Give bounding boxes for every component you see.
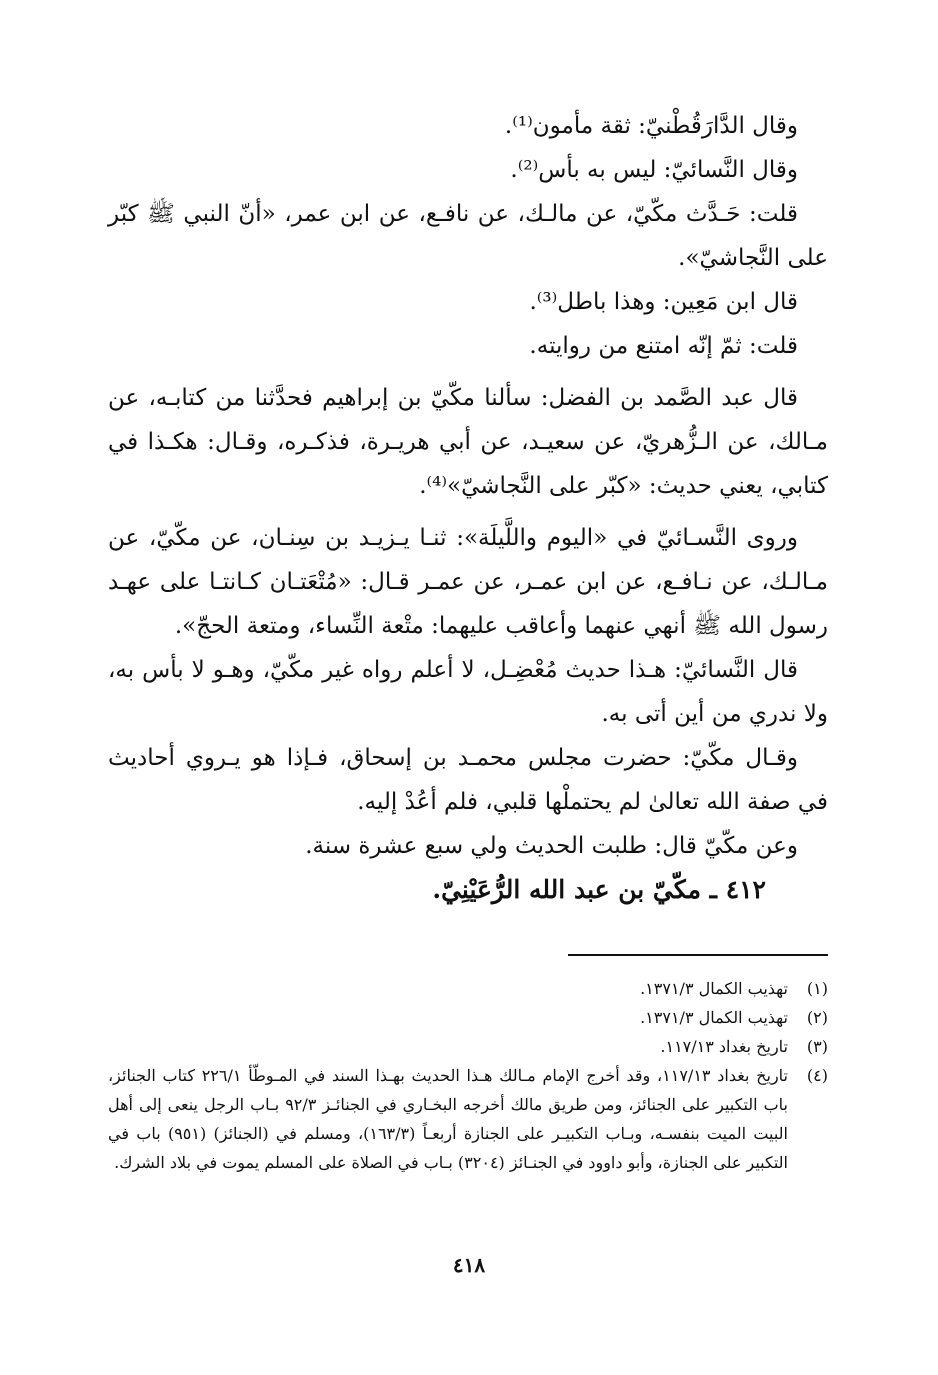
paragraph-daraqutni: وقال الدَّارَقُطْنيّ: ثقة مأمون⁽¹⁾. <box>504 113 798 139</box>
footnotes-block <box>108 974 828 1177</box>
paragraph-seventeen-years: وعن مكّيّ قال: طلبت الحديث ولي سبع عشرة سنة. <box>305 833 798 859</box>
footnote-item <box>108 974 828 1003</box>
paragraph-nasai-mudal: قال النَّسائيّ: هـذا حديث مُعْضِـل، لا أعلم رواه غير مكّيّ، وهـو لا بأس به، ولا ندري من أين أتى به. <box>108 657 828 727</box>
entry-heading: ٤١٢ ـ مكّيّ بن عبد الله الرُّعَيْنِيّ. <box>432 875 766 904</box>
footnote-number: (٢) <box>806 1008 828 1027</box>
footnote-item <box>108 1032 828 1061</box>
footnote-text: تاريخ بغداد ١١٧/١٣، وقد أخرج الإمام مـالك هـذا الحديث بهـذا السند في المـوطّأ ٢٢٦/١ كتاب الجنائز، باب التكبير على الجنائز، ومن طريق مالك أخرجه البخـاري في الجنائـز ٩٢/٣ بـاب الرجل ينعى إلى أهل البيت الميت بنفسـه، وبـاب التكبيـر على الجنازة أربعـاً (١٦٣/٣)، ومسلم في (الجنائز) (٩٥١) باب في التكبير على الجنازة، وأبو داوود في الجنـائز (٣٢٠٤) بـاب في الصلاة على المسلم يموت في بلاد الشرك. <box>108 1066 789 1172</box>
page-number: ٤١٨ <box>452 1253 486 1277</box>
footnote-text: تاريخ بغداد ١١٧/١٣. <box>660 1037 788 1056</box>
footnote-number: (١) <box>806 979 828 998</box>
footnote-number: (٣) <box>806 1037 828 1056</box>
paragraph-ibn-main: قال ابن مَعِين: وهذا باطل⁽³⁾. <box>529 289 798 315</box>
paragraph-makki-narration: قلت: حَـدَّث مكّيّ، عن مالـك، عن نافـع، عن ابن عمر، «أنّ النبي ﷺ كبّر على النَّجاشيّ». <box>108 201 828 271</box>
footnote-text: تهذيب الكمال ١٣٧١/٣. <box>640 1008 788 1027</box>
footnote-text: تهذيب الكمال ١٣٧١/٣. <box>640 979 788 998</box>
paragraph-refrained: قلت: ثمّ إنّه امتنع من روايته. <box>529 333 798 359</box>
paragraph-abd-al-samad: قال عبد الصَّمد بن الفضل: سألنا مكّيّ بن إبراهيم فحدَّثنا من كتابـه، عن مـالك، عن الـزُّهريّ، عن سعيـد، عن أبي هريـرة، فذكـره، وقـال: هكـذا في كتابي، يعني حديث: «كبّر على النَّجاشيّ»⁽⁴⁾. <box>108 385 828 499</box>
footnote-number: (٤) <box>806 1066 828 1085</box>
paragraph-nasai-opinion: وقال النَّسائيّ: ليس به بأس⁽²⁾. <box>510 157 798 183</box>
footnote-item <box>108 1003 828 1032</box>
paragraph-nasai-day-night: وروى النَّسـائيّ في «اليوم واللَّيلَة»: ثنـا يـزيـد بن سِنـان، عن مكّيّ، عن مـالـك، عن نـافـع، عن ابن عمـر، عن عمـر قـال: «مُتْعَتـان كـانتـا على عهـد رسول الله ﷺ أنهي عنهما وأعاقب عليهما: متْعة النِّساء، ومتعة الحجّ». <box>108 525 828 639</box>
paragraph-ibn-ishaq: وقـال مكّيّ: حضرت مجلس محمـد بن إسحاق، فـإذا هو يـروي أحاديث في صفة الله تعالىٰ لم يحتملْها قلبي، فلم أعُدْ إليه. <box>108 745 828 815</box>
footnote-item <box>108 1061 828 1177</box>
main-text-block <box>108 104 828 868</box>
footnote-divider <box>568 954 828 956</box>
